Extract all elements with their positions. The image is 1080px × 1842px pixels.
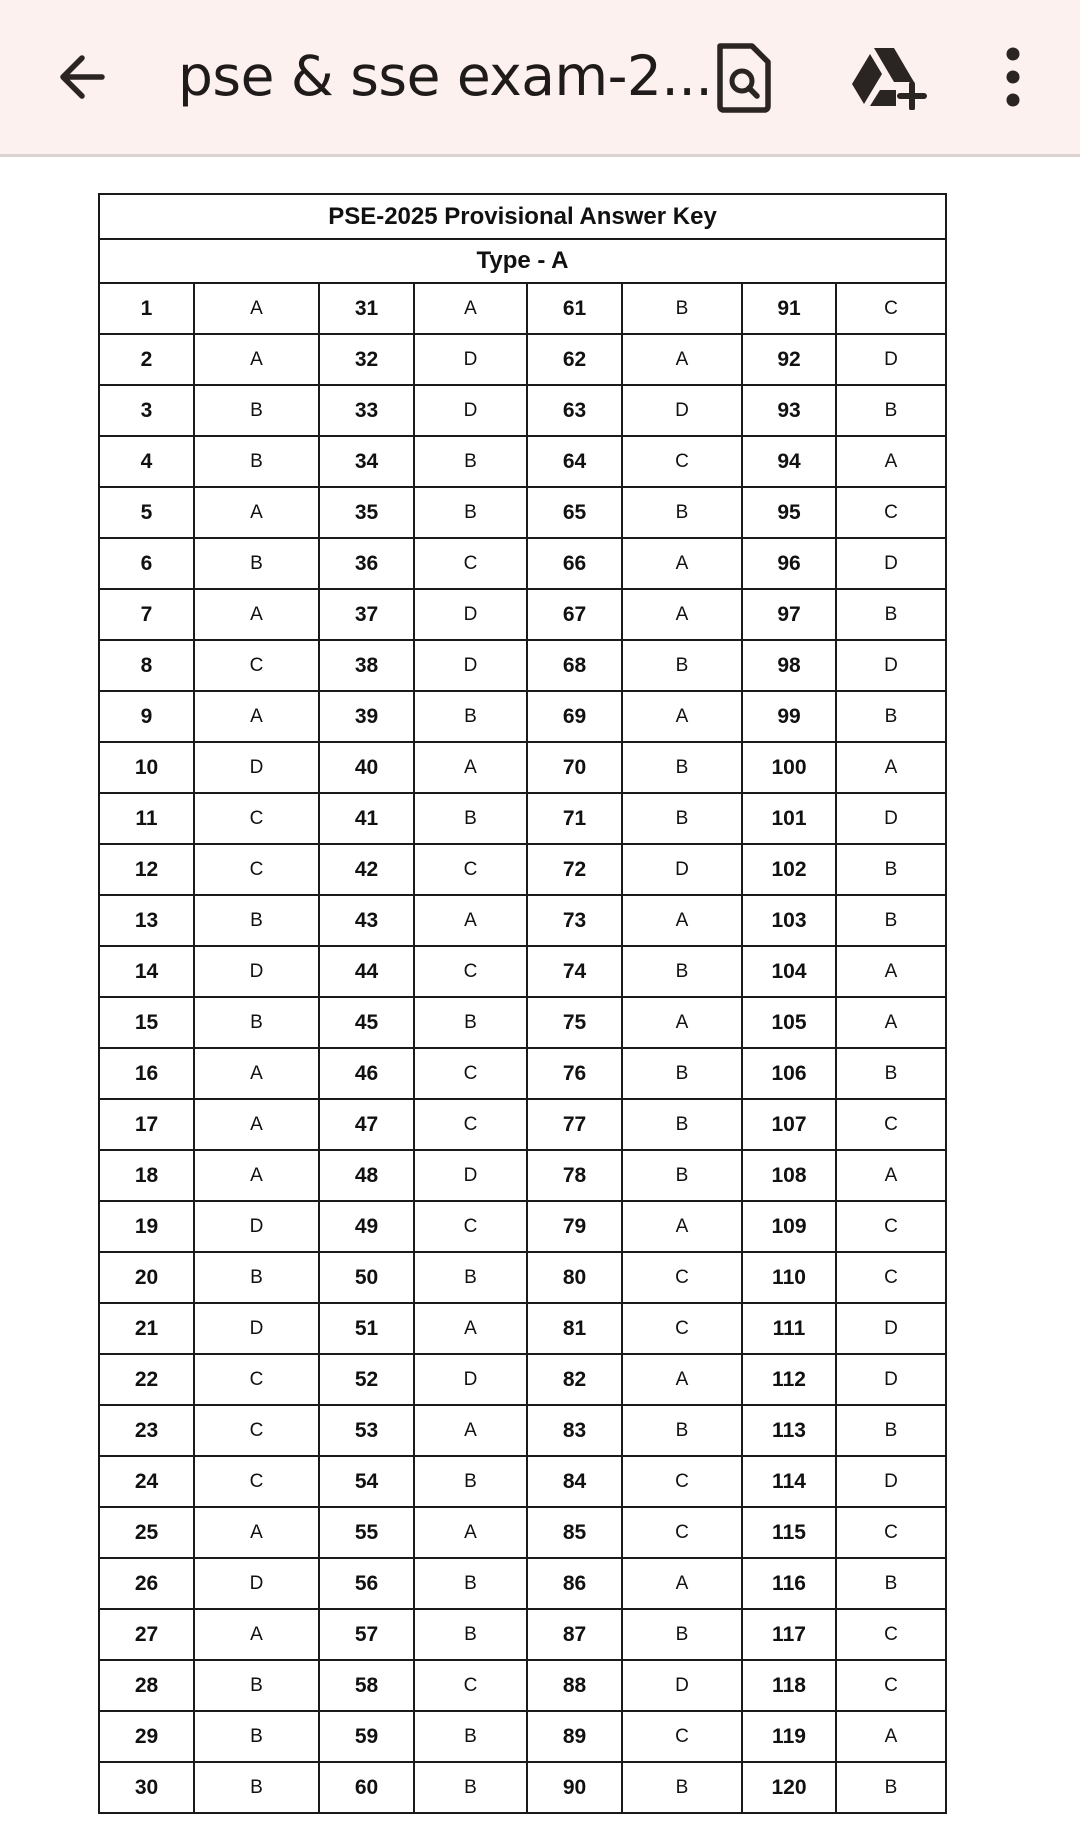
answer-option: B <box>836 844 946 895</box>
answer-option: C <box>194 1405 319 1456</box>
question-number: 74 <box>527 946 622 997</box>
table-row <box>99 895 946 946</box>
answer-option: B <box>414 1456 527 1507</box>
question-number: 17 <box>99 1099 194 1150</box>
answer-option: A <box>622 589 742 640</box>
answer-option: B <box>414 1762 527 1813</box>
question-number: 28 <box>99 1660 194 1711</box>
table-row <box>99 742 946 793</box>
answer-option: A <box>622 1354 742 1405</box>
question-number: 53 <box>319 1405 414 1456</box>
question-number: 63 <box>527 385 622 436</box>
answer-option: C <box>836 283 946 334</box>
question-number: 108 <box>742 1150 836 1201</box>
question-number: 94 <box>742 436 836 487</box>
answer-option: B <box>836 1762 946 1813</box>
question-number: 14 <box>99 946 194 997</box>
answer-option: C <box>414 538 527 589</box>
question-number: 26 <box>99 1558 194 1609</box>
table-row <box>99 538 946 589</box>
question-number: 24 <box>99 1456 194 1507</box>
question-number: 46 <box>319 1048 414 1099</box>
table-row <box>99 1558 946 1609</box>
answer-option: B <box>194 385 319 436</box>
table-row <box>99 844 946 895</box>
answer-option: A <box>836 997 946 1048</box>
top-app-bar <box>0 0 1080 157</box>
answer-option: D <box>194 1303 319 1354</box>
question-number: 95 <box>742 487 836 538</box>
table-row <box>99 1303 946 1354</box>
question-number: 79 <box>527 1201 622 1252</box>
answer-option: D <box>414 334 527 385</box>
table-row <box>99 1354 946 1405</box>
table-row <box>99 1405 946 1456</box>
answer-option: D <box>414 589 527 640</box>
question-number: 58 <box>319 1660 414 1711</box>
document-search-icon <box>712 40 776 114</box>
answer-option: B <box>414 793 527 844</box>
question-number: 3 <box>99 385 194 436</box>
question-number: 62 <box>527 334 622 385</box>
answer-option: D <box>194 742 319 793</box>
question-number: 12 <box>99 844 194 895</box>
question-number: 70 <box>527 742 622 793</box>
question-number: 49 <box>319 1201 414 1252</box>
question-number: 7 <box>99 589 194 640</box>
answer-option: D <box>414 1150 527 1201</box>
answer-option: B <box>836 1405 946 1456</box>
table-row <box>99 1252 946 1303</box>
answer-option: B <box>622 283 742 334</box>
question-number: 42 <box>319 844 414 895</box>
answer-option: D <box>414 1354 527 1405</box>
answer-option: B <box>622 793 742 844</box>
table-row <box>99 487 946 538</box>
question-number: 99 <box>742 691 836 742</box>
find-in-document-button[interactable] <box>712 40 776 114</box>
table-row <box>99 640 946 691</box>
answer-option: A <box>836 436 946 487</box>
question-number: 52 <box>319 1354 414 1405</box>
answer-option: A <box>622 334 742 385</box>
answer-option: B <box>622 1150 742 1201</box>
table-row <box>99 589 946 640</box>
question-number: 75 <box>527 997 622 1048</box>
answer-option: B <box>622 1609 742 1660</box>
answer-option: C <box>414 1660 527 1711</box>
answer-option: A <box>622 538 742 589</box>
question-number: 19 <box>99 1201 194 1252</box>
question-number: 38 <box>319 640 414 691</box>
answer-option: D <box>836 1354 946 1405</box>
table-row <box>99 283 946 334</box>
table-row <box>99 1762 946 1813</box>
question-number: 60 <box>319 1762 414 1813</box>
question-number: 120 <box>742 1762 836 1813</box>
question-number: 35 <box>319 487 414 538</box>
answer-option: A <box>414 742 527 793</box>
question-number: 27 <box>99 1609 194 1660</box>
table-row <box>99 1660 946 1711</box>
answer-option: C <box>194 640 319 691</box>
answer-option: C <box>836 1252 946 1303</box>
answer-option: A <box>622 1558 742 1609</box>
question-number: 34 <box>319 436 414 487</box>
answer-option: B <box>194 1762 319 1813</box>
question-number: 5 <box>99 487 194 538</box>
answer-option: B <box>414 691 527 742</box>
table-row <box>99 436 946 487</box>
table-row <box>99 1201 946 1252</box>
question-number: 76 <box>527 1048 622 1099</box>
question-number: 104 <box>742 946 836 997</box>
answer-option: C <box>414 946 527 997</box>
table-row <box>99 385 946 436</box>
answer-option: A <box>622 691 742 742</box>
answer-key-title: PSE-2025 Provisional Answer Key <box>99 194 946 239</box>
question-number: 83 <box>527 1405 622 1456</box>
back-button[interactable] <box>50 42 120 112</box>
answer-option: B <box>836 691 946 742</box>
question-number: 55 <box>319 1507 414 1558</box>
question-number: 85 <box>527 1507 622 1558</box>
answer-option: B <box>414 1711 527 1762</box>
answer-option: B <box>622 946 742 997</box>
question-number: 111 <box>742 1303 836 1354</box>
question-number: 105 <box>742 997 836 1048</box>
question-number: 40 <box>319 742 414 793</box>
question-number: 68 <box>527 640 622 691</box>
answer-option: A <box>414 283 527 334</box>
answer-option: B <box>194 895 319 946</box>
question-number: 8 <box>99 640 194 691</box>
answer-option: A <box>194 283 319 334</box>
answer-option: D <box>622 1660 742 1711</box>
question-number: 10 <box>99 742 194 793</box>
question-number: 29 <box>99 1711 194 1762</box>
question-number: 23 <box>99 1405 194 1456</box>
answer-option: A <box>836 1711 946 1762</box>
question-number: 67 <box>527 589 622 640</box>
answer-option: D <box>836 1456 946 1507</box>
add-to-drive-button[interactable] <box>850 44 928 110</box>
question-number: 101 <box>742 793 836 844</box>
question-number: 69 <box>527 691 622 742</box>
answer-option: B <box>414 1609 527 1660</box>
answer-option: C <box>622 1507 742 1558</box>
answer-option: B <box>194 538 319 589</box>
question-number: 54 <box>319 1456 414 1507</box>
table-row <box>99 691 946 742</box>
answer-option: C <box>622 436 742 487</box>
question-number: 20 <box>99 1252 194 1303</box>
answer-option: B <box>622 1048 742 1099</box>
answer-option: C <box>836 1507 946 1558</box>
answer-option: C <box>622 1303 742 1354</box>
answer-option: B <box>414 436 527 487</box>
arrow-back-icon <box>50 42 120 112</box>
table-row <box>99 1507 946 1558</box>
question-number: 90 <box>527 1762 622 1813</box>
question-number: 16 <box>99 1048 194 1099</box>
answer-option: D <box>836 334 946 385</box>
answer-option: C <box>836 487 946 538</box>
question-number: 102 <box>742 844 836 895</box>
answer-option: B <box>836 1558 946 1609</box>
answer-option: A <box>194 1099 319 1150</box>
answer-option: A <box>836 1150 946 1201</box>
question-number: 36 <box>319 538 414 589</box>
question-number: 115 <box>742 1507 836 1558</box>
table-row <box>99 1150 946 1201</box>
answer-option: C <box>414 1201 527 1252</box>
table-row <box>99 1048 946 1099</box>
answer-option: B <box>836 895 946 946</box>
question-number: 82 <box>527 1354 622 1405</box>
answer-option: B <box>194 1660 319 1711</box>
answer-option: B <box>836 589 946 640</box>
question-number: 81 <box>527 1303 622 1354</box>
question-number: 9 <box>99 691 194 742</box>
question-number: 96 <box>742 538 836 589</box>
table-row <box>99 793 946 844</box>
answer-option: B <box>622 1762 742 1813</box>
question-number: 22 <box>99 1354 194 1405</box>
answer-option: D <box>836 538 946 589</box>
question-number: 30 <box>99 1762 194 1813</box>
question-number: 93 <box>742 385 836 436</box>
answer-option: D <box>836 793 946 844</box>
add-to-drive-icon <box>850 44 928 110</box>
answer-option: A <box>622 895 742 946</box>
answer-option: C <box>194 844 319 895</box>
answer-option: B <box>836 1048 946 1099</box>
question-number: 72 <box>527 844 622 895</box>
answer-option: D <box>414 385 527 436</box>
question-number: 86 <box>527 1558 622 1609</box>
answer-option: A <box>836 946 946 997</box>
answer-option: B <box>414 487 527 538</box>
question-number: 119 <box>742 1711 836 1762</box>
answer-option: C <box>414 1048 527 1099</box>
question-number: 50 <box>319 1252 414 1303</box>
question-number: 114 <box>742 1456 836 1507</box>
question-number: 98 <box>742 640 836 691</box>
answer-option: C <box>836 1099 946 1150</box>
answer-option: A <box>194 589 319 640</box>
answer-option: D <box>622 844 742 895</box>
question-number: 45 <box>319 997 414 1048</box>
question-number: 13 <box>99 895 194 946</box>
question-number: 91 <box>742 283 836 334</box>
question-number: 6 <box>99 538 194 589</box>
question-number: 1 <box>99 283 194 334</box>
question-number: 64 <box>527 436 622 487</box>
answer-option: B <box>194 1252 319 1303</box>
answer-option: B <box>622 742 742 793</box>
answer-option: C <box>414 844 527 895</box>
question-number: 107 <box>742 1099 836 1150</box>
question-number: 110 <box>742 1252 836 1303</box>
answer-option: D <box>622 385 742 436</box>
answer-option: B <box>414 997 527 1048</box>
pdf-page-viewer[interactable] <box>0 157 1080 1842</box>
question-number: 71 <box>527 793 622 844</box>
question-number: 59 <box>319 1711 414 1762</box>
document-title: pse & sse exam-2... <box>178 44 713 108</box>
question-number: 11 <box>99 793 194 844</box>
answer-option: C <box>836 1660 946 1711</box>
question-number: 66 <box>527 538 622 589</box>
answer-option: D <box>194 1558 319 1609</box>
question-number: 32 <box>319 334 414 385</box>
answer-key-table <box>98 193 947 1814</box>
question-number: 103 <box>742 895 836 946</box>
answer-option: B <box>194 436 319 487</box>
answer-option: D <box>836 1303 946 1354</box>
question-number: 57 <box>319 1609 414 1660</box>
question-number: 106 <box>742 1048 836 1099</box>
question-number: 31 <box>319 283 414 334</box>
table-row <box>99 1456 946 1507</box>
answer-option: A <box>622 1201 742 1252</box>
question-number: 112 <box>742 1354 836 1405</box>
question-number: 100 <box>742 742 836 793</box>
question-number: 21 <box>99 1303 194 1354</box>
answer-option: A <box>622 997 742 1048</box>
answer-option: C <box>836 1201 946 1252</box>
answer-option: D <box>836 640 946 691</box>
table-row <box>99 334 946 385</box>
answer-option: A <box>194 1150 319 1201</box>
question-number: 88 <box>527 1660 622 1711</box>
question-number: 116 <box>742 1558 836 1609</box>
question-number: 47 <box>319 1099 414 1150</box>
question-number: 87 <box>527 1609 622 1660</box>
question-number: 48 <box>319 1150 414 1201</box>
answer-option: A <box>414 1303 527 1354</box>
question-number: 77 <box>527 1099 622 1150</box>
answer-option: B <box>194 997 319 1048</box>
question-number: 84 <box>527 1456 622 1507</box>
answer-option: B <box>622 1099 742 1150</box>
answer-option: B <box>194 1711 319 1762</box>
answer-option: C <box>194 793 319 844</box>
question-number: 39 <box>319 691 414 742</box>
answer-option: D <box>414 640 527 691</box>
table-row <box>99 997 946 1048</box>
question-number: 61 <box>527 283 622 334</box>
question-number: 37 <box>319 589 414 640</box>
question-number: 2 <box>99 334 194 385</box>
question-number: 113 <box>742 1405 836 1456</box>
answer-option: B <box>622 640 742 691</box>
table-row <box>99 1711 946 1762</box>
question-number: 78 <box>527 1150 622 1201</box>
answer-option: B <box>622 1405 742 1456</box>
question-number: 118 <box>742 1660 836 1711</box>
answer-option: C <box>622 1456 742 1507</box>
more-options-button[interactable] <box>995 44 1031 110</box>
question-number: 117 <box>742 1609 836 1660</box>
question-number: 109 <box>742 1201 836 1252</box>
answer-option: D <box>194 1201 319 1252</box>
question-number: 15 <box>99 997 194 1048</box>
answer-option: C <box>622 1711 742 1762</box>
answer-option: A <box>836 742 946 793</box>
question-number: 73 <box>527 895 622 946</box>
more-vert-icon <box>995 44 1031 110</box>
question-number: 92 <box>742 334 836 385</box>
answer-option: A <box>414 1507 527 1558</box>
question-number: 89 <box>527 1711 622 1762</box>
question-number: 33 <box>319 385 414 436</box>
answer-option: B <box>622 487 742 538</box>
answer-option: A <box>194 691 319 742</box>
answer-option: C <box>836 1609 946 1660</box>
question-number: 51 <box>319 1303 414 1354</box>
question-number: 25 <box>99 1507 194 1558</box>
answer-option: A <box>194 1507 319 1558</box>
table-row <box>99 1609 946 1660</box>
question-number: 97 <box>742 589 836 640</box>
answer-option: A <box>194 1048 319 1099</box>
table-row <box>99 946 946 997</box>
question-number: 4 <box>99 436 194 487</box>
answer-option: A <box>414 895 527 946</box>
answer-option: B <box>414 1558 527 1609</box>
answer-key-type: Type - A <box>99 239 946 283</box>
answer-option: A <box>414 1405 527 1456</box>
question-number: 41 <box>319 793 414 844</box>
answer-option: B <box>836 385 946 436</box>
question-number: 56 <box>319 1558 414 1609</box>
answer-option: A <box>194 487 319 538</box>
answer-option: C <box>194 1456 319 1507</box>
table-row <box>99 1099 946 1150</box>
question-number: 80 <box>527 1252 622 1303</box>
answer-option: D <box>194 946 319 997</box>
answer-option: C <box>622 1252 742 1303</box>
question-number: 18 <box>99 1150 194 1201</box>
answer-option: A <box>194 334 319 385</box>
question-number: 44 <box>319 946 414 997</box>
answer-option: A <box>194 1609 319 1660</box>
answer-option: C <box>194 1354 319 1405</box>
question-number: 65 <box>527 487 622 538</box>
question-number: 43 <box>319 895 414 946</box>
answer-option: B <box>414 1252 527 1303</box>
answer-option: C <box>414 1099 527 1150</box>
